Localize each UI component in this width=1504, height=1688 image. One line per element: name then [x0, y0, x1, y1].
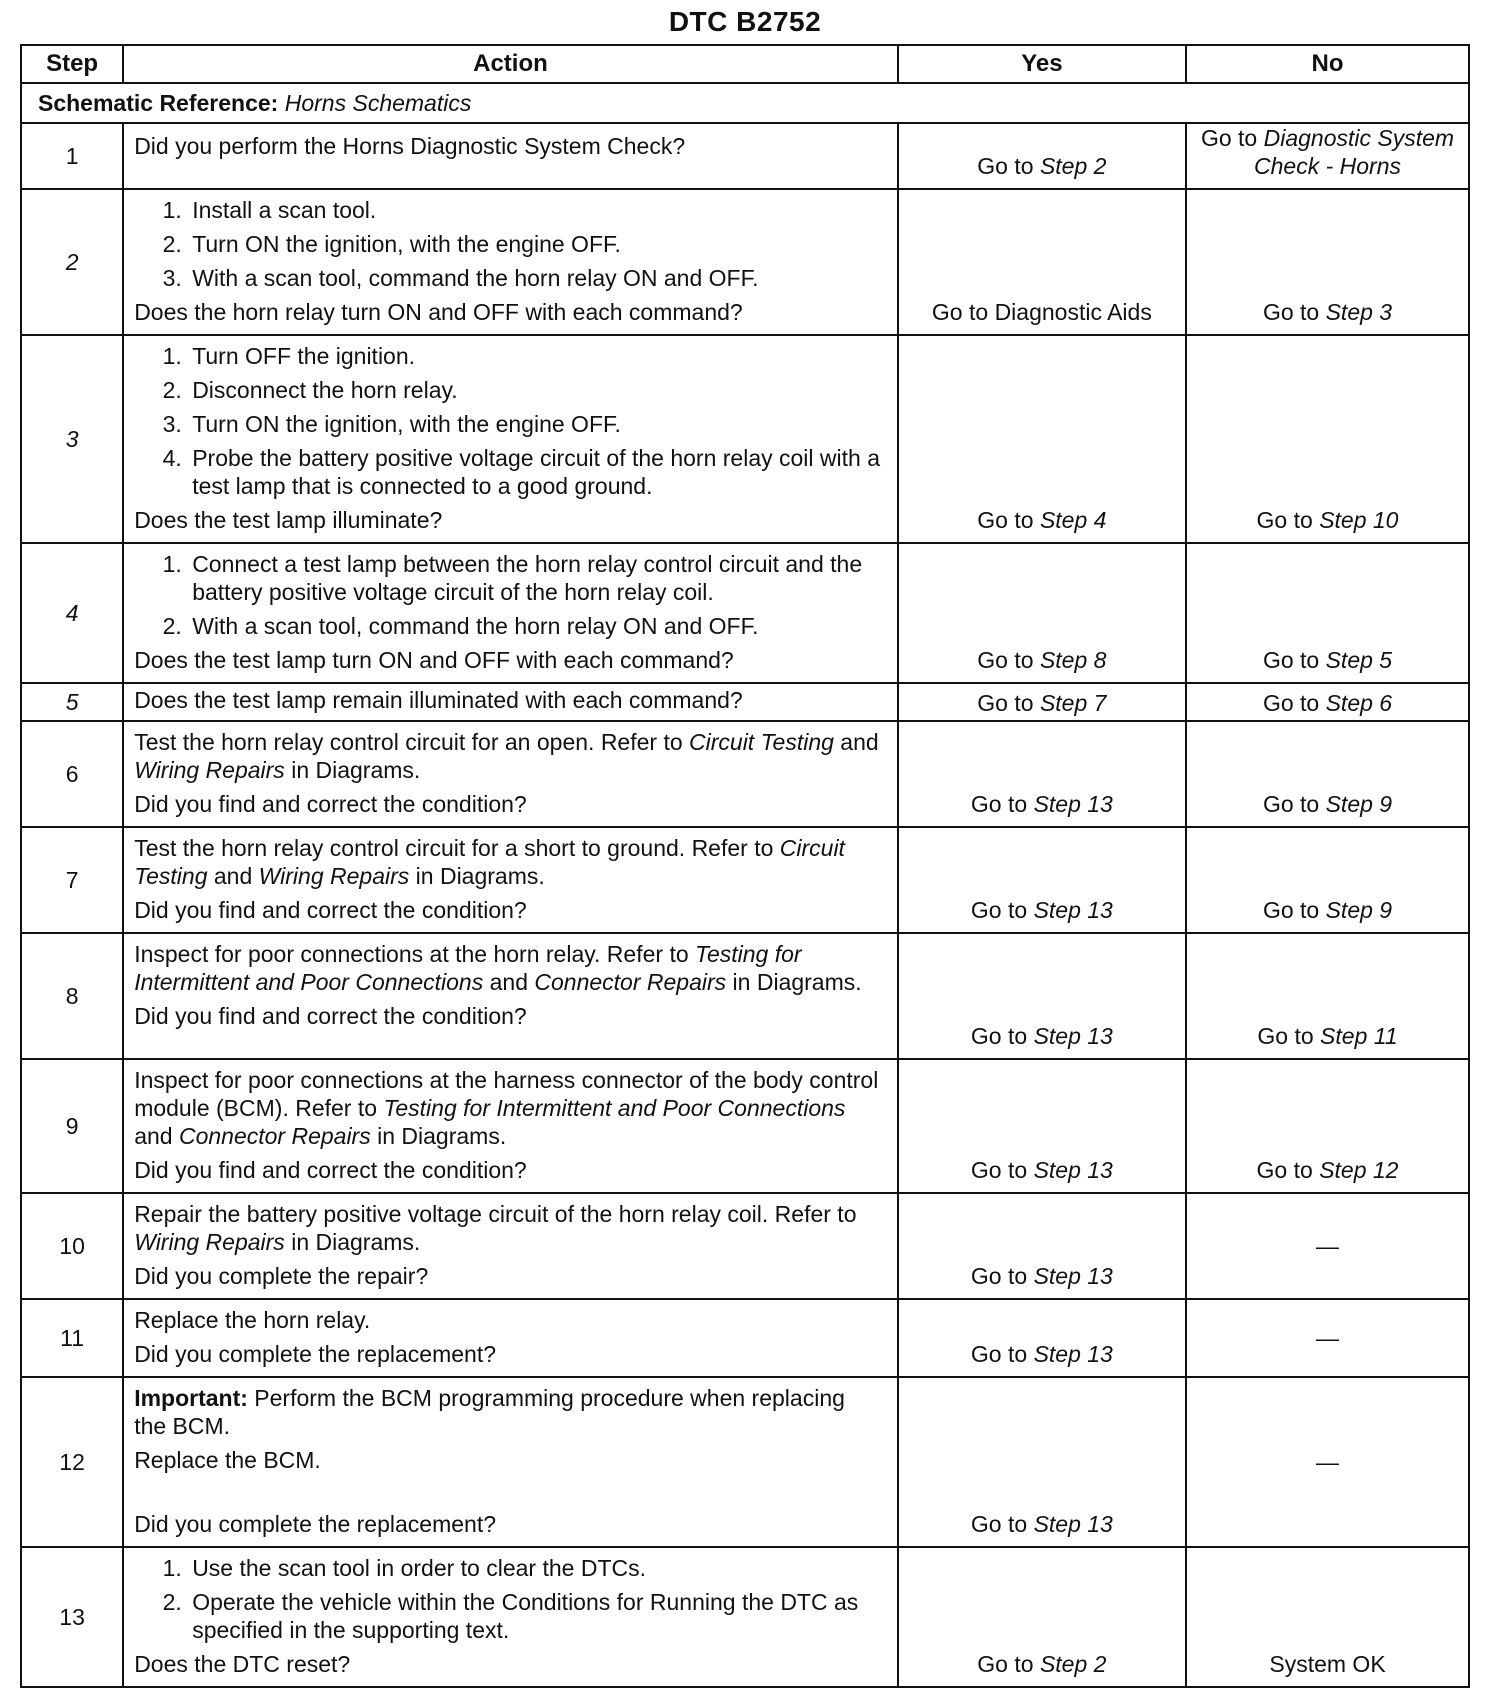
- yes-step-link[interactable]: Step 2: [1039, 1651, 1107, 1677]
- instruction: [134, 1200, 883, 1256]
- no-prefix: Go to: [1257, 1023, 1314, 1049]
- question: Does the test lamp illuminate?: [134, 507, 443, 533]
- yes-prefix: Go to: [977, 153, 1034, 179]
- procedure-item: 1. Turn OFF the ignition.: [188, 342, 883, 370]
- yes-cell: [898, 683, 1186, 721]
- step-number: 12: [21, 1377, 123, 1547]
- action-cell: [123, 933, 898, 1059]
- procedure-item: 1. Connect a test lamp between the horn relay control circuit and the battery positive voltage circuit of the horn relay coil.: [188, 550, 883, 606]
- action-cell: [123, 1547, 898, 1687]
- yes-cell: [898, 1299, 1186, 1377]
- step-number: 1: [21, 123, 123, 189]
- no-step-link[interactable]: Step 11: [1320, 1023, 1398, 1049]
- no-dash: —: [1316, 1449, 1340, 1475]
- procedure-item: 2. Disconnect the horn relay.: [188, 376, 883, 404]
- important-note: [134, 1384, 883, 1440]
- step-number: 9: [21, 1059, 123, 1193]
- procedure-item: 3. Turn ON the ignition, with the engine OFF.: [188, 410, 883, 438]
- schematic-label: Schematic Reference:: [38, 89, 279, 116]
- page-title: DTC B2752: [668, 6, 822, 37]
- instruction-text: Inspect for poor connections at the harness connector of the body control module (BCM). Refer to: [134, 1067, 879, 1121]
- no-cell: [1186, 1547, 1469, 1687]
- procedure-item: 2. Turn ON the ignition, with the engine OFF.: [188, 230, 883, 258]
- no-cell: [1186, 933, 1469, 1059]
- action-cell: [123, 543, 898, 683]
- table-row: [21, 123, 1469, 189]
- reference-link[interactable]: Wiring Repairs: [134, 1229, 285, 1255]
- question: Did you perform the Horns Diagnostic System Check?: [134, 133, 686, 159]
- no-step-link[interactable]: Step 9: [1325, 897, 1393, 923]
- reference-link[interactable]: Connector Repairs: [534, 969, 727, 995]
- yes-prefix: Go to: [977, 507, 1034, 533]
- no-step-link[interactable]: Step 3: [1325, 299, 1393, 325]
- table-row: [21, 827, 1469, 933]
- yes-step-link[interactable]: Step 13: [1033, 1511, 1113, 1537]
- yes-step-link[interactable]: Step 2: [1039, 153, 1107, 179]
- table-row: [21, 543, 1469, 683]
- yes-prefix: Go to: [977, 690, 1034, 716]
- table-row: [21, 189, 1469, 335]
- no-cell: [1186, 683, 1469, 721]
- header-row: [21, 45, 1469, 83]
- action-cell: [123, 123, 898, 189]
- header-yes: Yes: [898, 45, 1186, 83]
- action-cell: [123, 1377, 898, 1547]
- procedure-list: [134, 196, 883, 292]
- step-number: 10: [21, 1193, 123, 1299]
- yes-prefix: Go to: [977, 647, 1034, 673]
- diagnostic-table: [20, 44, 1470, 1688]
- no-prefix: Go to: [1262, 897, 1320, 923]
- question: Does the test lamp remain illuminated with each command?: [134, 687, 743, 713]
- table-row: [21, 1377, 1469, 1547]
- no-prefix: Go to: [1262, 299, 1320, 325]
- schematic-row: [21, 83, 1469, 123]
- reference-link[interactable]: Circuit Testing: [134, 835, 845, 889]
- procedure-item: 1. Install a scan tool.: [188, 196, 883, 224]
- spacer: [134, 1480, 883, 1508]
- question: Did you find and correct the condition?: [134, 897, 527, 923]
- header-no: No: [1186, 45, 1469, 83]
- important-text: Perform the BCM programming procedure when replacing the BCM.: [134, 1385, 845, 1439]
- instruction-text: Repair the battery positive voltage circuit of the horn relay coil. Refer to: [134, 1201, 857, 1227]
- no-cell: [1186, 543, 1469, 683]
- no-step-link[interactable]: Step 12: [1319, 1157, 1399, 1183]
- action-cell: [123, 1059, 898, 1193]
- no-dash: —: [1316, 1233, 1340, 1259]
- yes-cell: [898, 1193, 1186, 1299]
- instruction: Replace the BCM.: [134, 1447, 321, 1473]
- action-cell: [123, 827, 898, 933]
- no-dash: —: [1316, 1325, 1340, 1351]
- no-step-link[interactable]: Step 9: [1325, 791, 1393, 817]
- reference-link[interactable]: Testing for Intermittent and Poor Connections: [383, 1095, 846, 1121]
- instruction: [134, 834, 883, 890]
- yes-cell: [898, 335, 1186, 543]
- question: Does the DTC reset?: [134, 1651, 351, 1677]
- step-number: 5: [21, 683, 123, 721]
- instruction-text: in Diagrams.: [291, 757, 421, 783]
- action-cell: [123, 721, 898, 827]
- yes-step-link[interactable]: Step 13: [1033, 791, 1113, 817]
- step-number: 7: [21, 827, 123, 933]
- schematic-value: Horns Schematics: [284, 89, 472, 116]
- yes-cell: [898, 721, 1186, 827]
- no-prefix: Go to: [1262, 690, 1320, 716]
- instruction: [134, 1066, 883, 1150]
- yes-step-link[interactable]: Step 13: [1033, 1023, 1113, 1049]
- instruction-text: in Diagrams.: [291, 1229, 421, 1255]
- procedure-list: [134, 1554, 883, 1644]
- yes-cell: [898, 543, 1186, 683]
- yes-step-link[interactable]: Step 13: [1033, 1341, 1113, 1367]
- no-prefix: Go to: [1200, 125, 1258, 151]
- yes-prefix: Go to: [970, 1511, 1028, 1537]
- header-step: Step: [21, 45, 123, 83]
- no-result: System OK: [1269, 1651, 1386, 1677]
- instruction-text: Inspect for poor connections at the horn relay. Refer to: [134, 941, 689, 967]
- step-number: 2: [21, 189, 123, 335]
- important-label: Important:: [134, 1385, 248, 1411]
- procedure-list: [134, 550, 883, 640]
- yes-prefix: Go to: [970, 1263, 1028, 1289]
- question: Does the horn relay turn ON and OFF with each command?: [134, 299, 743, 325]
- yes-step-link[interactable]: Step 13: [1033, 897, 1113, 923]
- no-prefix: Go to: [1256, 507, 1313, 533]
- reference-link[interactable]: Connector Repairs: [178, 1123, 371, 1149]
- no-cell: [1186, 1299, 1469, 1377]
- reference-link[interactable]: Testing for Intermittent and Poor Connections: [134, 941, 802, 995]
- yes-step-link[interactable]: Step 13: [1033, 1263, 1113, 1289]
- table-row: [21, 721, 1469, 827]
- header-action: Action: [123, 45, 898, 83]
- step-number: 6: [21, 721, 123, 827]
- yes-cell: [898, 189, 1186, 335]
- instruction: Replace the horn relay.: [134, 1307, 371, 1333]
- reference-link[interactable]: Circuit Testing: [689, 729, 834, 755]
- conjunction: and: [213, 863, 253, 889]
- yes-link[interactable]: Go to Diagnostic Aids: [931, 299, 1152, 325]
- question: Did you find and correct the condition?: [134, 1003, 527, 1029]
- yes-step-link[interactable]: Step 8: [1039, 647, 1107, 673]
- no-cell: [1186, 189, 1469, 335]
- instruction: [134, 728, 883, 784]
- question: Does the test lamp turn ON and OFF with each command?: [134, 647, 734, 673]
- reference-link[interactable]: Wiring Repairs: [258, 863, 410, 889]
- instruction-text: Test the horn relay control circuit for a short to ground. Refer to: [134, 835, 774, 861]
- action-cell: [123, 189, 898, 335]
- yes-step-link[interactable]: Step 13: [1033, 1157, 1113, 1183]
- instruction-text: Test the horn relay control circuit for an open. Refer to: [134, 729, 683, 755]
- yes-cell: [898, 1059, 1186, 1193]
- step-number: 4: [21, 543, 123, 683]
- no-step-link[interactable]: Diagnostic System Check - Horns: [1254, 125, 1455, 179]
- no-cell: [1186, 721, 1469, 827]
- action-cell: [123, 683, 898, 721]
- no-step-link[interactable]: Step 5: [1325, 647, 1393, 673]
- no-prefix: Go to: [1256, 1157, 1313, 1183]
- yes-prefix: Go to: [970, 791, 1028, 817]
- conjunction: and: [840, 729, 879, 755]
- action-cell: [123, 1299, 898, 1377]
- conjunction: and: [134, 1123, 173, 1149]
- table-row: [21, 1059, 1469, 1193]
- instruction: [134, 940, 883, 996]
- table-row: [21, 1299, 1469, 1377]
- no-cell: [1186, 827, 1469, 933]
- yes-prefix: Go to: [970, 1023, 1028, 1049]
- reference-link[interactable]: Wiring Repairs: [134, 757, 285, 783]
- conjunction: and: [489, 969, 528, 995]
- no-prefix: Go to: [1262, 647, 1320, 673]
- procedure-item: 2. With a scan tool, command the horn relay ON and OFF.: [188, 612, 883, 640]
- instruction-text: in Diagrams.: [377, 1123, 507, 1149]
- yes-cell: [898, 1377, 1186, 1547]
- yes-cell: [898, 933, 1186, 1059]
- question: Did you complete the replacement?: [134, 1341, 496, 1367]
- table-row: [21, 1547, 1469, 1687]
- procedure-item: 1. Use the scan tool in order to clear the DTCs.: [188, 1554, 883, 1582]
- instruction-text: in Diagrams.: [415, 863, 545, 889]
- procedure-item: 4. Probe the battery positive voltage circuit of the horn relay coil with a test lamp that is connected to a good ground.: [188, 444, 883, 500]
- no-cell: [1186, 1059, 1469, 1193]
- question: Did you find and correct the condition?: [134, 791, 527, 817]
- schematic-reference: [21, 83, 1469, 123]
- yes-cell: [898, 123, 1186, 189]
- no-cell: [1186, 1193, 1469, 1299]
- yes-prefix: Go to: [970, 1157, 1028, 1183]
- yes-prefix: Go to: [977, 1651, 1034, 1677]
- step-number: 13: [21, 1547, 123, 1687]
- procedure-list: [134, 342, 883, 500]
- instruction-text: in Diagrams.: [732, 969, 862, 995]
- no-cell: [1186, 123, 1469, 189]
- no-cell: [1186, 335, 1469, 543]
- question: Did you complete the repair?: [134, 1263, 429, 1289]
- yes-cell: [898, 827, 1186, 933]
- question: Did you complete the replacement?: [134, 1511, 496, 1537]
- step-number: 3: [21, 335, 123, 543]
- yes-step-link[interactable]: Step 7: [1039, 690, 1107, 716]
- table-row: [21, 1193, 1469, 1299]
- yes-prefix: Go to: [970, 1341, 1028, 1367]
- no-step-link[interactable]: Step 10: [1319, 507, 1399, 533]
- procedure-item: 3. With a scan tool, command the horn relay ON and OFF.: [188, 264, 883, 292]
- step-number: 11: [21, 1299, 123, 1377]
- step-number: 8: [21, 933, 123, 1059]
- action-cell: [123, 335, 898, 543]
- table-row: [21, 933, 1469, 1059]
- no-prefix: Go to: [1262, 791, 1320, 817]
- yes-prefix: Go to: [970, 897, 1028, 923]
- yes-step-link[interactable]: Step 4: [1039, 507, 1107, 533]
- no-step-link[interactable]: Step 6: [1325, 690, 1393, 716]
- table-row: [21, 683, 1469, 721]
- procedure-item: 2. Operate the vehicle within the Conditions for Running the DTC as specified in the supporting text.: [188, 1588, 883, 1644]
- no-cell: [1186, 1377, 1469, 1547]
- yes-cell: [898, 1547, 1186, 1687]
- table-row: [21, 335, 1469, 543]
- question: Did you find and correct the condition?: [134, 1157, 527, 1183]
- action-cell: [123, 1193, 898, 1299]
